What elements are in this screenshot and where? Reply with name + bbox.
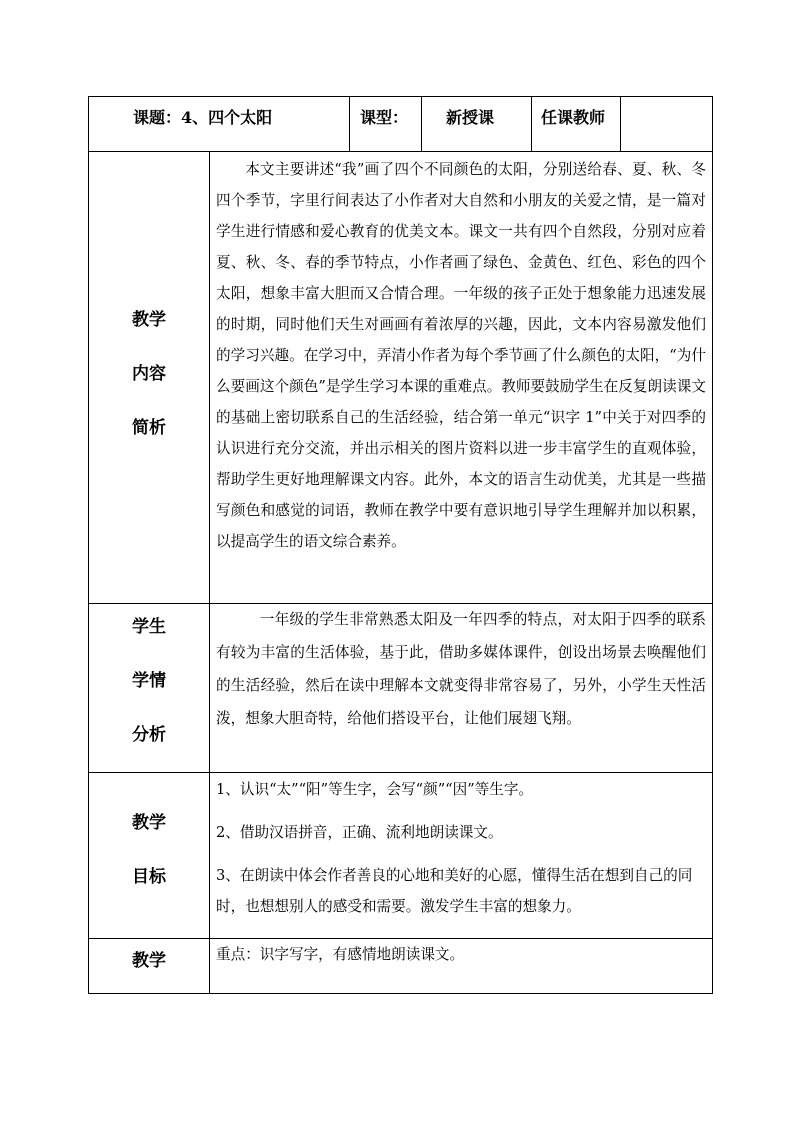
student-analysis-label: [89, 612, 209, 750]
label-line: 教学: [132, 813, 166, 833]
content-analysis-label: [89, 305, 209, 443]
header-divider: [531, 96, 532, 152]
header-divider: [421, 96, 422, 152]
table-row-divider: [88, 772, 713, 773]
lesson-type-label: 课型：: [360, 108, 409, 127]
key-points-cell: [216, 939, 706, 970]
key-points-text: 重点：识字写字，有感情地朗读课文。: [216, 946, 465, 963]
header-divider: [349, 96, 350, 152]
lesson-topic: 课题：4、四个太阳: [133, 108, 273, 127]
label-line: 教学: [132, 951, 166, 971]
lesson-type-value: 新授课: [446, 108, 495, 127]
table-border-right: [712, 96, 713, 994]
goal-item: 3、在朗读中体会作者善良的心地和美好的心愿，懂得生活在想到自己的同时，也想想别人的感受和需要。激发学生丰富的想象力。: [216, 867, 693, 915]
label-line: 简析: [132, 418, 166, 438]
teaching-goals-cell: [216, 774, 706, 922]
label-line: 内容: [132, 364, 166, 384]
content-analysis-text: 本文主要讲述“我”画了四个不同颜色的太阳，分别送给春、夏、秋、冬四个季节，字里行间表达了小作者对大自然和小朋友的关爱之情，是一篇对学生进行情感和爱心教育的优美文本。课文一共有四个自然段，分别对应着夏、秋、冬、春的季节特点，小作者画了绿色、金黄色、红色、彩色的四个太阳，想象丰富大胆而又合情合理。一年级的孩子正处于想象能力迅速发展的时期，同时他们天生对画画有着浓厚的兴趣，因此，文本内容易激发他们的学习兴趣。在学习中，弄清小作者为每个季节画了什么颜色的太阳，“为什么要画这个颜色”是学生学习本课的重难点。教师要鼓励学生在反复朗读课文的基础上密切联系自己的生活经验，结合第一单元“识字 1”中关于对四季的认识进行充分交流，并出示相关的图片资料以进一步丰富学生的直观体验，帮助学生更好地理解课文内容。此外，本文的语言生动优美，尤其是一些描写颜色和感觉的词语，教师在教学中要有意识地引导学生理解并加以积累，以提高学生的语文综合素养。: [216, 161, 706, 550]
goal-item: 1、认识“太”“阳”等生字，会写“颜”“因”等生字。: [216, 781, 534, 798]
table-border-bottom: [88, 993, 713, 994]
student-analysis-text: 一年级的学生非常熟悉太阳及一年四季的特点，对太阳于四季的联系有较为丰富的生活体验，基于此，借助多媒体课件，创设出场景去唤醒他们的生活经验，然后在读中理解本文就变得非常容易了，另外，小学生天性活泼，想象大胆奇特，给他们搭设平台，让他们展翅飞翔。: [216, 611, 706, 727]
key-points-label: [89, 946, 209, 976]
label-line: 目标: [132, 867, 166, 887]
label-line: 学情: [132, 671, 166, 691]
teaching-goals-label: [89, 808, 209, 892]
label-line: 学生: [132, 617, 166, 637]
label-line: 分析: [132, 725, 166, 745]
content-analysis-cell: [216, 154, 706, 557]
teacher-label: 任课教师: [541, 108, 606, 127]
label-line: 教学: [132, 310, 166, 330]
label-column-divider: [209, 151, 210, 994]
student-analysis-cell: [216, 603, 706, 735]
goal-item: 2、借助汉语拼音，正确、流利地朗读课文。: [216, 824, 503, 841]
